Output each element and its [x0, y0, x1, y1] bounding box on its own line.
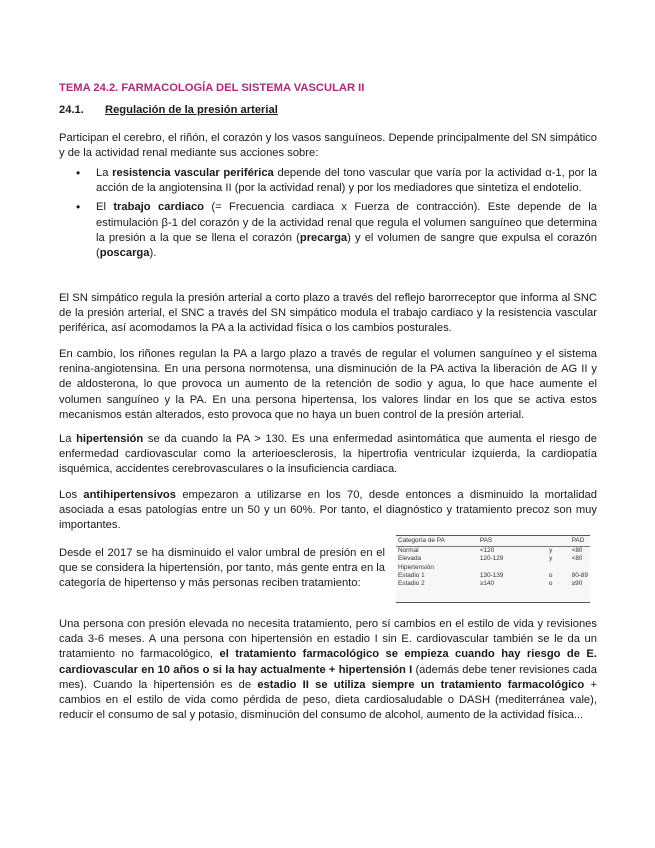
- list-item: • La resistencia vascular periférica depende del tono vascular que varía por la actividad α-1, por la acción de la angiotensina II (por la actividad renal) y por los mediadores que sintetiza el endotelio.: [59, 166, 597, 196]
- table-row: Estadio 2 ≥140 o ≥90: [398, 580, 583, 588]
- section-number: 24.1.: [59, 104, 84, 116]
- table-row: Normal <120 y <80: [398, 547, 583, 555]
- paragraph-sn: El SN simpático regula la presión arterial a corto plazo a través del reflejo barorreceptor que informa al SNC de la presión arterial, el SNC a través del SN simpático modula el trabajo cardiaco y la resistencia vascular periférica, así acomodamos la PA a la actividad física o los cambios posturales.: [59, 292, 597, 335]
- paragraph-antihypertensives: Los antihipertensivos empezaron a utilizarse en los 70, desde entonces a disminuido la mortalidad asociada a esas patologías entre un 50 y un 60%. Por tanto, el diagnóstico y tratamiento precoz son muy importantes.: [59, 489, 597, 532]
- table-row: Estadio 1 130-139 o 80-89: [398, 571, 588, 579]
- paragraph-2017: Desde el 2017 se ha disminuido el valor umbral de presión en el que se considera la hipertensión, por tanto, más gente entra en la categoría de hipertenso y más personas reciben tratamiento:: [59, 547, 385, 590]
- section-heading: [59, 104, 278, 116]
- page-title: TEMA 24.2. FARMACOLOGÍA DEL SISTEMA VASCULAR II: [59, 82, 365, 94]
- paragraph-hypertension: La hipertensión se da cuando la PA > 130. Es una enfermedad asintomática que aumenta el riesgo de enfermedad cardiovascular como la arterioesclerosis, la hipertrofia ventricular izquierda, la cardiopatía isquémica, accidentes cerebrovasculares o la insuficiencia cardiaca.: [59, 433, 597, 476]
- table-row: Hipertensión: [398, 563, 434, 571]
- factor-list: [59, 166, 597, 261]
- bp-category-table: [396, 535, 590, 603]
- table-row: Elevada 120-129 y <80: [398, 555, 583, 563]
- intro-paragraph: Participan el cerebro, el riñón, el corazón y los vasos sanguíneos. Depende principalmente del SN simpático y de la actividad renal mediante sus acciones sobre:: [59, 132, 597, 160]
- paragraph-treatment: Una persona con presión elevada no necesita tratamiento, pero sí cambios en el estilo de vida y revisiones cada 3-6 meses. A una persona con hipertensión en estadio I sin E. cardiovascular también se le da un tratamiento no farmacológico, el tratamiento farmacológico se empieza cuando hay riesgo de E. cardiovascular en 10 años o si la hay actualmente + hipertensión I (además debe tener revisiones cada mes). Cuando la hipertensión es de estadio II se utiliza siempre un tratamiento farmacológico + cambios en el estilo de vida como pérdida de peso, dieta cardiosaludable o DASH (mediterránea vale), reducir el consumo de sal y potasio, disminución del consumo de alcohol, aumento de la actividad física...: [59, 618, 598, 722]
- list-item: • El trabajo cardiaco (= Frecuencia cardiaca x Fuerza de contracción). Este depende de la estimulación β-1 del corazón y de la actividad renal que regula el volumen sanguíneo que determina la presión a la que se llena el corazón (precarga) y el volumen de sangre que expulsa el corazón (poscarga).: [59, 200, 597, 261]
- paragraph-kidney: En cambio, los riñones regulan la PA a largo plazo a través de regular el volumen sanguíneo y el sistema renina-angiotensina. En una persona normotensa, una disminución de la PA activa la liberación de AG II y de aldosterona, lo que provoca un aumento de la retención de sodio y agua, lo que hace aumente el volumen sanguíneo y la PA. En una persona hipertensa, los valores lindar en los que se activa estos mecanismos están alterados, esto provoca que no haya un buen control de la presión arterial.: [59, 348, 597, 421]
- section-label: Regulación de la presión arterial: [105, 104, 278, 116]
- table-header-row: Categoría de PA PAS PAD: [396, 536, 590, 547]
